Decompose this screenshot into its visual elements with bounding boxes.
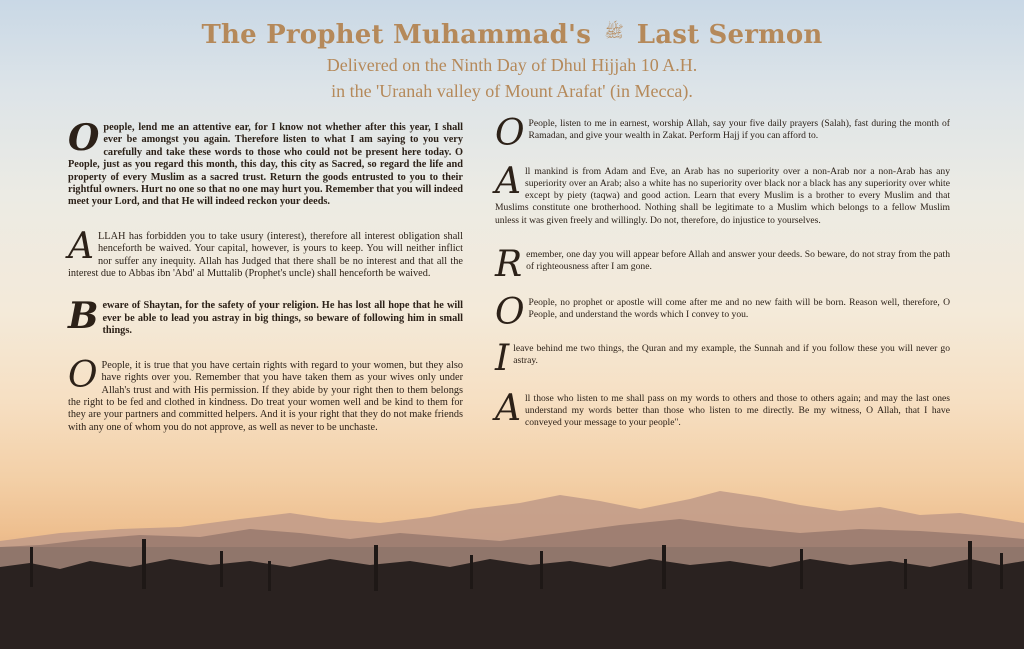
paragraph-right-2	[495, 161, 950, 226]
paragraph-left-1	[68, 117, 463, 209]
paragraph-text: emember, one day you will appear before Allah and answer your deeds. So beware, do not stray from the path of righteousness after I am gone.	[526, 248, 950, 272]
paragraph-right-4	[495, 291, 950, 333]
cactus-field	[0, 559, 1024, 649]
desert-mountain-landscape	[0, 489, 1024, 649]
drop-cap: R	[495, 243, 523, 285]
salawat-glyph: ﷺ	[604, 22, 624, 41]
drop-cap: O	[68, 117, 100, 159]
paragraph-text: LLAH has forbidden you to take usury (interest), therefore all interest obligation shall henceforth be waived. Your capital, however, is yours to keep. You will neither inflict nor suffer any inequity. Allah has Judged that there shall be no interest and that all the interest due to Abbas ibn 'Abd' al Muttalib (Prophet's uncle) shall henceforth be waived.	[68, 230, 463, 280]
paragraph-text: ll mankind is from Adam and Eve, an Arab has no superiority over a non-Arab nor a non-Arab has any superiority over an Arab; also a white has no superiority over black nor a black has any superiority over white except by piety (taqwa) and good action. Learn that every Muslim is a brother to every Muslim and that Muslims constitute one brotherhood. Nothing shall be legitimate to a Muslim which belongs to a fellow Muslim unless it was given freely and willingly. Do not, therefore, do injustice to yourselves.	[495, 166, 950, 226]
paragraph-right-6	[495, 388, 950, 430]
sermon-header	[0, 20, 1024, 102]
paragraph-left-4	[68, 354, 463, 434]
drop-cap: O	[495, 113, 525, 154]
paragraph-right-1	[495, 113, 950, 154]
drop-cap: O	[68, 354, 98, 396]
left-column	[68, 118, 463, 434]
paragraph-left-2	[68, 225, 463, 281]
subtitle-location: in the 'Uranah valley of Mount Arafat' (in Mecca).	[331, 81, 693, 101]
drop-cap: B	[68, 295, 99, 338]
title-end: Last Sermon	[636, 20, 823, 50]
subtitle-date: Delivered on the Ninth Day of Dhul Hijjah 10 A.H.	[326, 55, 698, 75]
paragraph-text: leave behind me two things, the Quran and my example, the Sunnah and if you follow these you will never go astray.	[513, 343, 950, 367]
title-main: The Prophet Muhammad's	[201, 20, 592, 50]
paragraph-text: people, lend me an attentive ear, for I know not whether after this year, I shall ever be amongst you again. Therefore listen to what I am saying to you very carefully and take these words to those who could not be present here today. O People, just as you regard this month, this day, this city as Sacred, so regard the life and property of every Muslim as a sacred trust. Return the goods entrusted to you to their rightful owners. Hurt no one so that no one may hurt you. Remember that you will indeed meet your Lord, and that He will indeed reckon your deeds.	[68, 122, 463, 208]
drop-cap: O	[495, 291, 525, 333]
page-title	[0, 20, 1024, 50]
paragraph-text: People, it is true that you have certain rights with regard to your women, but they also have rights over you. Remember that you have taken them as your wives only under Allah's trust and with His permission. If they abide by your right then to them belongs the right to be fed and clothed in kindness. Do treat your women well and be kind to them for they are your partners and committed helpers. And it is your right that they do not make friends with any one of whom you do not approve, as well as never to be unchaste.	[68, 359, 463, 433]
paragraph-right-5	[495, 338, 950, 380]
right-column	[495, 113, 950, 430]
drop-cap: I	[495, 338, 510, 380]
paragraph-right-3	[495, 243, 950, 285]
drop-cap: A	[495, 388, 521, 430]
drop-cap: A	[68, 225, 94, 267]
drop-cap: A	[495, 161, 521, 203]
paragraph-text: ll those who listen to me shall pass on my words to others and those to others again; and may the last ones understand my words better than those who listen to me directly. Be my witness, O Allah, that I have conveyed your message to your people".	[525, 393, 950, 429]
paragraph-text: People, no prophet or apostle will come after me and no new faith will be born. Reason well, therefore, O People, and understand the words which I convey to you.	[528, 296, 950, 320]
paragraph-text: People, listen to me in earnest, worship Allah, say your five daily prayers (Salah), fast during the month of Ramadan, and give your wealth in Zakat. Perform Hajj if you can afford to.	[528, 118, 950, 142]
paragraph-left-3	[68, 295, 463, 338]
paragraph-text: eware of Shaytan, for the safety of your religion. He has lost all hope that he will ever be able to lead you astray in big things, so beware of following him in small things.	[102, 300, 463, 337]
